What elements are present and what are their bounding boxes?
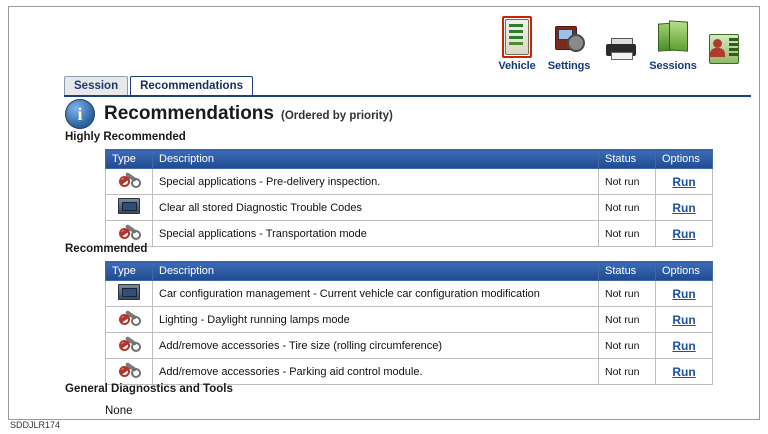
- run-button[interactable]: Run: [672, 286, 696, 301]
- info-icon: i: [65, 99, 95, 129]
- run-button[interactable]: Run: [672, 364, 696, 379]
- top-toolbar: [491, 15, 751, 72]
- tab-strip: [64, 77, 751, 97]
- table-row[interactable]: [106, 359, 713, 385]
- row-description: Lighting - Daylight running lamps mode: [153, 307, 599, 333]
- table-row[interactable]: [106, 195, 713, 221]
- row-description: Add/remove accessories - Tire size (rolling circumference): [153, 333, 599, 359]
- row-options: [656, 307, 713, 333]
- row-description: Special applications - Transportation mode: [153, 221, 599, 247]
- toolbar-item-print[interactable]: [595, 27, 647, 72]
- run-button[interactable]: Run: [672, 226, 696, 241]
- column-header-status: Status: [599, 150, 656, 169]
- sessions-folders-icon: [658, 21, 688, 53]
- tab-session[interactable]: Session: [64, 76, 128, 95]
- toolbar-item-vehicle[interactable]: [491, 15, 543, 72]
- toolbar-label-vehicle: Vehicle: [498, 60, 536, 72]
- toolbar-item-settings[interactable]: [543, 15, 595, 72]
- printer-icon: [605, 38, 637, 60]
- row-options: [656, 169, 713, 195]
- table-header-row: [106, 262, 713, 281]
- row-status: Not run: [599, 169, 656, 195]
- column-header-status: Status: [599, 262, 656, 281]
- module-icon: [118, 198, 140, 214]
- row-options: [656, 221, 713, 247]
- column-header-type: Type: [106, 150, 153, 169]
- column-header-description: Description: [153, 262, 599, 281]
- row-status: Not run: [599, 221, 656, 247]
- module-icon: [118, 284, 140, 300]
- document-code: SDDJLR174: [10, 420, 61, 430]
- section-label-general-diagnostics: General Diagnostics and Tools: [65, 383, 233, 395]
- table-row[interactable]: [106, 333, 713, 359]
- toolbar-item-session-card[interactable]: [699, 27, 751, 72]
- run-button[interactable]: Run: [672, 200, 696, 215]
- wrench-icon: [119, 363, 139, 377]
- wrench-icon: [119, 337, 139, 351]
- run-button[interactable]: Run: [672, 174, 696, 189]
- row-options: [656, 281, 713, 307]
- page-header: [65, 99, 393, 129]
- table-recommended: [105, 261, 713, 385]
- wrench-icon: [119, 173, 139, 187]
- row-status: Not run: [599, 307, 656, 333]
- row-description: Clear all stored Diagnostic Trouble Codes: [153, 195, 599, 221]
- wrench-icon: [119, 225, 139, 239]
- row-type-icon-cell: [106, 333, 153, 359]
- row-options: [656, 195, 713, 221]
- row-status: Not run: [599, 281, 656, 307]
- toolbar-item-sessions[interactable]: [647, 15, 699, 72]
- wrench-icon: [119, 311, 139, 325]
- general-diagnostics-empty: None: [105, 405, 133, 417]
- row-type-icon-cell: [106, 169, 153, 195]
- column-header-description: Description: [153, 150, 599, 169]
- row-type-icon-cell: [106, 281, 153, 307]
- table-header-row: [106, 150, 713, 169]
- table-row[interactable]: [106, 169, 713, 195]
- column-header-type: Type: [106, 262, 153, 281]
- page-title: Recommendations: [104, 103, 274, 124]
- row-status: Not run: [599, 333, 656, 359]
- row-status: Not run: [599, 359, 656, 385]
- toolbar-label-settings: Settings: [547, 60, 591, 72]
- run-button[interactable]: Run: [672, 338, 696, 353]
- toolbar-label-sessions: Sessions: [649, 60, 697, 72]
- row-status: Not run: [599, 195, 656, 221]
- sessions-card-icon: [709, 33, 741, 65]
- tab-recommendations[interactable]: Recommendations: [130, 76, 253, 95]
- column-header-options: Options: [656, 150, 713, 169]
- section-label-recommended: Recommended: [65, 243, 148, 255]
- content-frame: [8, 6, 760, 420]
- section-label-highly-recommended: Highly Recommended: [65, 131, 186, 143]
- run-button[interactable]: Run: [672, 312, 696, 327]
- column-header-options: Options: [656, 262, 713, 281]
- table-row[interactable]: [106, 307, 713, 333]
- page-subtitle: (Ordered by priority): [280, 110, 393, 122]
- table-highly-recommended: [105, 149, 713, 247]
- vehicle-module-icon: [505, 19, 529, 55]
- vehicle-selection-highlight: [502, 16, 532, 58]
- row-description: Special applications - Pre-delivery inspection.: [153, 169, 599, 195]
- row-description: Car configuration management - Current vehicle car configuration modification: [153, 281, 599, 307]
- row-type-icon-cell: [106, 359, 153, 385]
- row-type-icon-cell: [106, 195, 153, 221]
- row-options: [656, 333, 713, 359]
- table-row[interactable]: [106, 281, 713, 307]
- settings-icon: [553, 22, 585, 52]
- table-row[interactable]: [106, 221, 713, 247]
- row-options: [656, 359, 713, 385]
- row-description: Add/remove accessories - Parking aid control module.: [153, 359, 599, 385]
- row-type-icon-cell: [106, 307, 153, 333]
